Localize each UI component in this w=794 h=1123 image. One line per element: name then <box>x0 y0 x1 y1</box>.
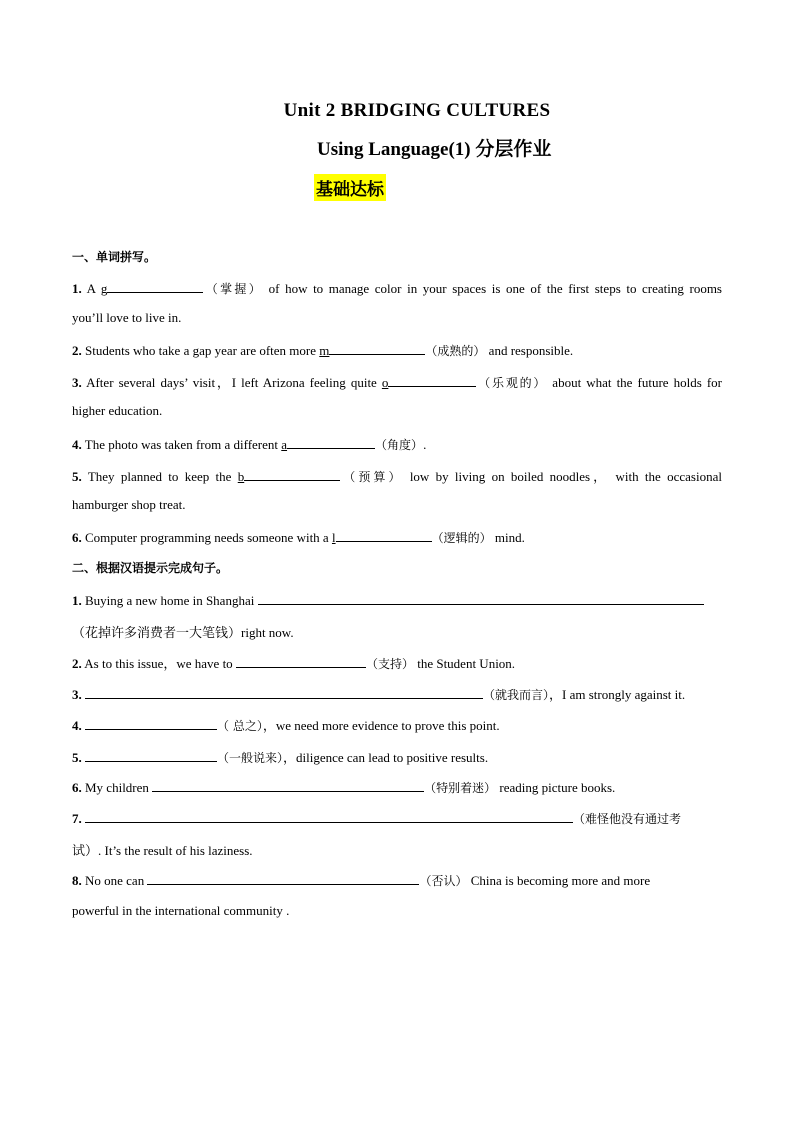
level-label: 基础达标 <box>314 174 386 201</box>
section1-heading: 一、单词拼写。 <box>72 250 157 264</box>
chinese-hint: （支持） <box>365 657 414 671</box>
item-number: 3. <box>72 687 82 702</box>
first-letter: b <box>237 469 245 484</box>
section2-heading: 二、根据汉语提示完成句子。 <box>72 561 229 575</box>
s2-item-5 <box>72 747 722 766</box>
s1-item-4 <box>72 435 722 453</box>
s2-item-2 <box>72 653 722 672</box>
item-number: 5. <box>72 469 82 484</box>
s2-item-1-cont: （花掉许多消费者一大笔钱）right now. <box>72 625 294 640</box>
answer-blank[interactable] <box>85 716 217 730</box>
first-letter: m <box>319 343 330 358</box>
s1-item-5 <box>72 466 722 485</box>
item-text: The photo was taken from a different <box>81 437 282 452</box>
s1-item-6 <box>72 528 722 546</box>
chinese-hint: （难怪他没有通过考 <box>573 812 682 826</box>
s2-item-8-cont: powerful in the international community . <box>72 903 290 918</box>
item-text: China is becoming more and more <box>467 873 651 888</box>
answer-blank[interactable] <box>85 809 573 823</box>
item-text: No one can <box>81 873 148 888</box>
item-text: mind. <box>491 530 525 545</box>
item-number: 1. <box>72 593 82 608</box>
chinese-hint: （否认） <box>419 874 468 888</box>
item-number: 3. <box>72 375 82 390</box>
item-text: . <box>423 437 427 452</box>
chinese-hint: （ 总之） <box>217 719 263 733</box>
s1-item-2 <box>72 341 722 359</box>
item-text: of how to manage color in your spaces is one of the first steps to creating rooms <box>263 281 722 296</box>
s1-item-1-cont: you’ll love to live in. <box>72 310 182 325</box>
answer-blank[interactable] <box>244 467 340 481</box>
item-text: ，I am strongly against it. <box>549 687 686 702</box>
lesson-title: Using Language(1) 分层作业 <box>317 139 552 160</box>
item-number: 2. <box>72 656 82 671</box>
unit-title: Unit 2 BRIDGING CULTURES <box>283 100 551 121</box>
chinese-hint: （一般说来） <box>217 751 284 765</box>
item-text: about what the future holds for <box>547 375 722 390</box>
item-text: the Student Union. <box>413 656 516 671</box>
answer-blank[interactable] <box>258 591 704 605</box>
first-letter: a <box>281 437 288 452</box>
item-text: They planned to keep the <box>81 469 238 484</box>
s2-item-8 <box>72 871 722 889</box>
first-letter: l <box>331 530 336 545</box>
s2-item-7-cont: 试）. It’s the result of his laziness. <box>72 843 253 858</box>
item-text: ，diligence can lead to positive results. <box>283 750 489 765</box>
item-text: My children <box>81 780 153 795</box>
answer-blank[interactable] <box>147 871 419 885</box>
first-letter: g <box>100 281 108 296</box>
item-number: 7. <box>72 811 82 826</box>
answer-blank[interactable] <box>152 778 424 792</box>
item-text: and responsible. <box>485 343 574 358</box>
chinese-hint: （成熟的） <box>425 344 486 358</box>
answer-blank[interactable] <box>287 435 375 449</box>
chinese-hint: （特别着迷） <box>424 781 497 795</box>
answer-blank[interactable] <box>329 341 425 355</box>
s2-item-4 <box>72 715 722 734</box>
chinese-hint: （角度） <box>375 438 424 452</box>
chinese-hint: （就我而言） <box>483 688 550 702</box>
chinese-hint: （预算） <box>340 470 404 484</box>
item-text: After several days’ visit，I left Arizona feeling quite <box>81 375 382 390</box>
chinese-hint: （逻辑的） <box>431 531 492 545</box>
item-number: 8. <box>72 873 82 888</box>
item-number: 1. <box>72 281 82 296</box>
answer-blank[interactable] <box>85 685 483 699</box>
answer-blank[interactable] <box>336 528 432 542</box>
s1-item-3 <box>72 372 722 391</box>
s1-item-3-cont: higher education. <box>72 403 163 418</box>
item-number: 5. <box>72 750 82 765</box>
item-number: 4. <box>72 718 82 733</box>
s2-item-6 <box>72 778 722 796</box>
answer-blank[interactable] <box>388 373 476 387</box>
answer-blank[interactable] <box>85 748 217 762</box>
item-text: ，we need more evidence to prove this point. <box>262 718 500 733</box>
s2-item-3 <box>72 684 722 703</box>
item-text: Buying a new home in Shanghai <box>81 593 258 608</box>
s1-item-1 <box>72 279 722 297</box>
chinese-hint: （掌握） <box>203 282 264 296</box>
chinese-hint: （乐观的） <box>476 376 548 390</box>
answer-blank[interactable] <box>107 279 203 293</box>
s2-item-7 <box>72 809 722 827</box>
item-number: 6. <box>72 530 82 545</box>
s2-item-1 <box>72 591 722 609</box>
item-text: reading picture books. <box>496 780 616 795</box>
answer-blank[interactable] <box>236 654 366 668</box>
item-number: 2. <box>72 343 82 358</box>
item-number: 6. <box>72 780 82 795</box>
first-letter: o <box>381 375 389 390</box>
item-text: As to this issue，we have to <box>81 656 236 671</box>
item-number: 4. <box>72 437 82 452</box>
item-text: Students who take a gap year are often more <box>81 343 320 358</box>
item-text: A <box>81 281 101 296</box>
s1-item-5-cont: hamburger shop treat. <box>72 497 186 512</box>
item-text: low by living on boiled noodles， with the occasional <box>403 469 722 484</box>
item-text: Computer programming needs someone with a <box>81 530 332 545</box>
